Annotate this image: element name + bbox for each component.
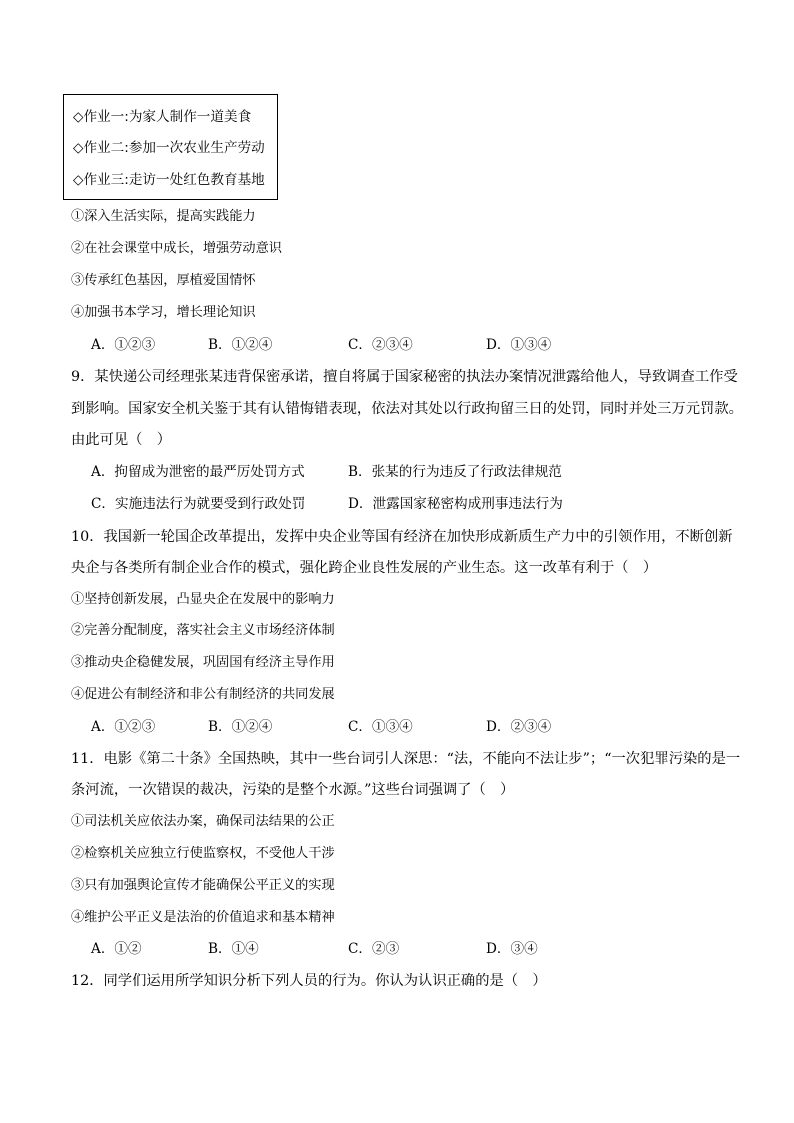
- q11-option-d: D．③④: [486, 941, 538, 957]
- q11-line-1: 11．电影《第二十条》全国热映，其中一些台词引人深思：“法，不能向不法让步”；“一次犯罪污染的是一: [71, 751, 741, 767]
- q11-option-a: A．①②: [91, 941, 142, 957]
- homework-item-1: ◇作业一:为家人制作一道美食: [73, 109, 252, 125]
- q12-line-1: 12．同学们运用所学知识分析下列人员的行为。你认为认识正确的是（ ）: [71, 973, 547, 989]
- q10-statement-1: ①坚持创新发展，凸显央企在发展中的影响力: [71, 592, 335, 607]
- q11-statement-4: ④维护公平正义是法治的价值追求和基本精神: [71, 910, 335, 925]
- q11-statement-3: ③只有加强舆论宣传才能确保公平正义的实现: [71, 878, 335, 893]
- q10-option-c: C．①③④: [348, 719, 413, 735]
- homework-item-2: ◇作业二:参加一次农业生产劳动: [73, 140, 265, 156]
- q11-option-c: C．②③: [348, 941, 400, 957]
- q9-line-1: 9．某快递公司经理张某违背保密承诺，擅自将属于国家秘密的执法办案情况泄露给他人，导致调查工作受: [71, 369, 738, 385]
- q10-statement-4: ④促进公有制经济和非公有制经济的共同发展: [71, 687, 335, 702]
- q10-line-1: 10．我国新一轮国企改革提出，发挥中央企业等国有经济在加快形成新质生产力中的引领作用，不断创新: [71, 529, 733, 545]
- q10-statement-3: ③推动央企稳健发展，巩固国有经济主导作用: [71, 655, 335, 670]
- q8-option-d: D．①③④: [486, 337, 552, 353]
- q11-statement-1: ①司法机关应依法办案，确保司法结果的公正: [71, 814, 335, 829]
- q9-line-3: 由此可见（ ）: [71, 432, 172, 448]
- q10-option-a: A．①②③: [91, 719, 156, 735]
- q9-option-c: C．实施违法行为就要受到行政处罚: [91, 496, 306, 512]
- homework-box: [63, 94, 278, 200]
- q10-option-b: B．①②④: [208, 719, 273, 735]
- q10-statement-2: ②完善分配制度，落实社会主义市场经济体制: [71, 623, 335, 638]
- homework-item-3: ◇作业三:走访一处红色教育基地: [73, 172, 265, 188]
- q9-option-d: D．泄露国家秘密构成刑事违法行为: [348, 496, 563, 512]
- q10-option-d: D．②③④: [486, 719, 552, 735]
- q11-line-2: 条河流，一次错误的裁决，污染的是整个水源。”这些台词强调了（ ）: [71, 782, 515, 798]
- q11-statement-2: ②检察机关应独立行使监察权，不受他人干涉: [71, 846, 335, 861]
- q8-statement-1: ①深入生活实际，提高实践能力: [71, 209, 256, 224]
- q10-line-2: 央企与各类所有制企业合作的模式，强化跨企业良性发展的产业生态。这一改革有利于（ ）: [71, 560, 658, 576]
- q8-statement-4: ④加强书本学习，增长理论知识: [71, 305, 256, 320]
- q8-option-b: B．①②④: [208, 337, 273, 353]
- q9-option-b: B．张某的行为违反了行政法律规范: [348, 464, 562, 480]
- q9-option-a: A．拘留成为泄密的最严厉处罚方式: [91, 464, 305, 480]
- q8-option-a: A．①②③: [91, 337, 156, 353]
- q8-option-c: C．②③④: [348, 337, 413, 353]
- q8-statement-2: ②在社会课堂中成长，增强劳动意识: [71, 241, 282, 256]
- q8-statement-3: ③传承红色基因，厚植爱国情怀: [71, 273, 256, 288]
- q9-line-2: 到影响。国家安全机关鉴于其有认错悔错表现，依法对其处以行政拘留三日的处罚，同时并处三万元罚款。: [71, 401, 743, 417]
- q11-option-b: B．①④: [208, 941, 259, 957]
